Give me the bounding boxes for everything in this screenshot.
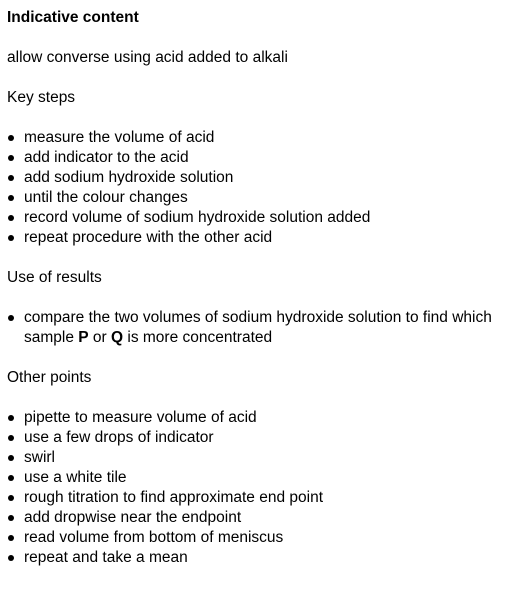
list-item: add dropwise near the endpoint (7, 508, 507, 528)
mark-scheme-content (7, 8, 507, 588)
list-item: record volume of sodium hydroxide solution added (7, 208, 507, 228)
item-text: or (88, 329, 112, 346)
sample-p-label: P (78, 329, 89, 346)
other-points-title: Other points (7, 369, 92, 386)
item-text: compare the two volumes of sodium hydroxide solution to find which sample (24, 309, 492, 346)
key-steps-list (7, 128, 507, 248)
list-item: read volume from bottom of meniscus (7, 528, 507, 548)
use-of-results-title: Use of results (7, 269, 102, 286)
item-text: is more concentrated (123, 329, 273, 346)
list-item: use a white tile (7, 468, 507, 488)
list-item (7, 308, 507, 348)
use-of-results-list (7, 308, 507, 348)
list-item: repeat and take a mean (7, 548, 507, 568)
list-item: measure the volume of acid (7, 128, 507, 148)
list-item: until the colour changes (7, 188, 507, 208)
list-item: add indicator to the acid (7, 148, 507, 168)
list-item: swirl (7, 448, 507, 468)
other-points-list (7, 408, 507, 568)
section-heading: Indicative content (7, 9, 139, 26)
key-steps-title: Key steps (7, 89, 76, 106)
list-item: use a few drops of indicator (7, 428, 507, 448)
list-item: add sodium hydroxide solution (7, 168, 507, 188)
sample-q-label: Q (111, 329, 124, 346)
list-item: pipette to measure volume of acid (7, 408, 507, 428)
intro-note: allow converse using acid added to alkali (7, 49, 288, 66)
list-item: repeat procedure with the other acid (7, 228, 507, 248)
list-item: rough titration to find approximate end point (7, 488, 507, 508)
